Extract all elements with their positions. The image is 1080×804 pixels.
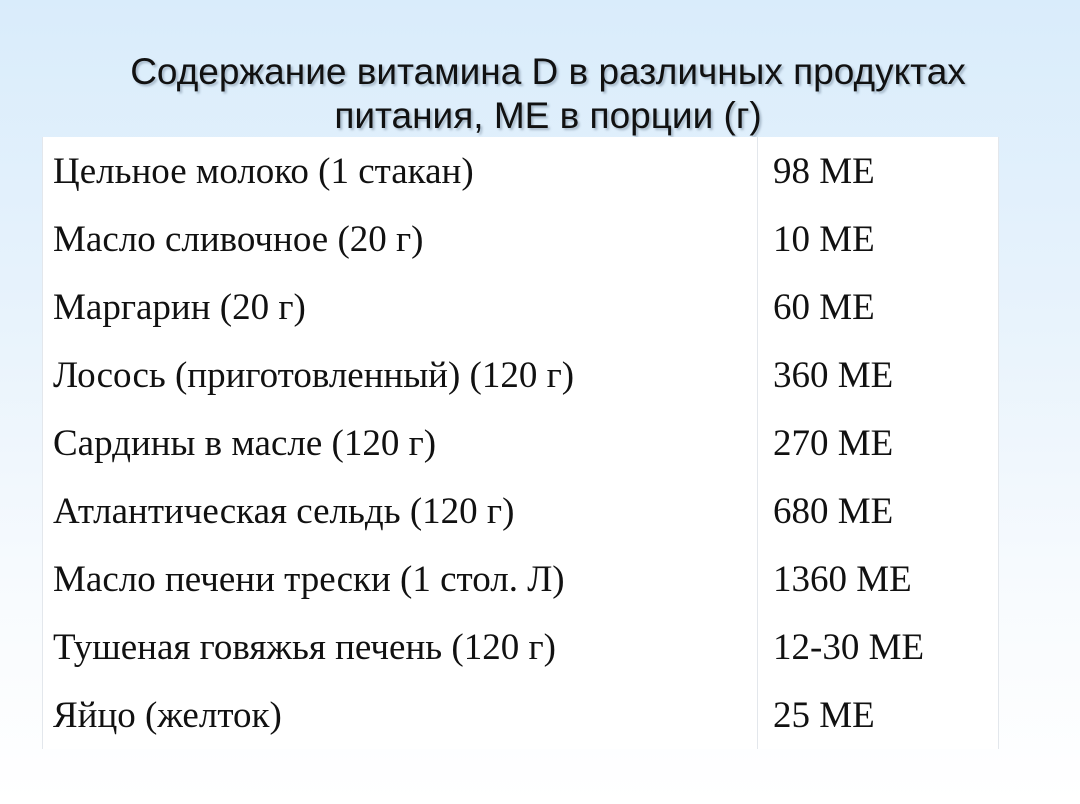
title-line-1: Содержание витамина D в различных продуктах xyxy=(130,51,966,92)
value-cell: 10 МЕ xyxy=(758,205,999,273)
food-cell: Масло печени трески (1 стол. Л) xyxy=(43,545,758,613)
table-row xyxy=(43,545,999,613)
food-cell: Лосось (приготовленный) (120 г) xyxy=(43,341,758,409)
food-cell: Сардины в масле (120 г) xyxy=(43,409,758,477)
title-line-2: питания, МЕ в порции (г) xyxy=(334,95,762,136)
value-cell: 680 МЕ xyxy=(758,477,999,545)
table-row xyxy=(43,613,999,681)
value-cell: 98 МЕ xyxy=(758,137,999,205)
slide-title xyxy=(0,50,1080,138)
table-row xyxy=(43,273,999,341)
food-cell: Яйцо (желток) xyxy=(43,681,758,749)
value-cell: 60 МЕ xyxy=(758,273,999,341)
table-row xyxy=(43,205,999,273)
vitamin-d-table xyxy=(42,137,999,749)
table-row xyxy=(43,681,999,749)
table-row xyxy=(43,137,999,205)
food-cell: Маргарин (20 г) xyxy=(43,273,758,341)
food-cell: Масло сливочное (20 г) xyxy=(43,205,758,273)
value-cell: 25 МЕ xyxy=(758,681,999,749)
value-cell: 360 МЕ xyxy=(758,341,999,409)
table-row xyxy=(43,477,999,545)
value-cell: 1360 МЕ xyxy=(758,545,999,613)
food-cell: Тушеная говяжья печень (120 г) xyxy=(43,613,758,681)
value-cell: 12-30 МЕ xyxy=(758,613,999,681)
food-cell: Цельное молоко (1 стакан) xyxy=(43,137,758,205)
table-row xyxy=(43,409,999,477)
value-cell: 270 МЕ xyxy=(758,409,999,477)
food-cell: Атлантическая сельдь (120 г) xyxy=(43,477,758,545)
table-row xyxy=(43,341,999,409)
